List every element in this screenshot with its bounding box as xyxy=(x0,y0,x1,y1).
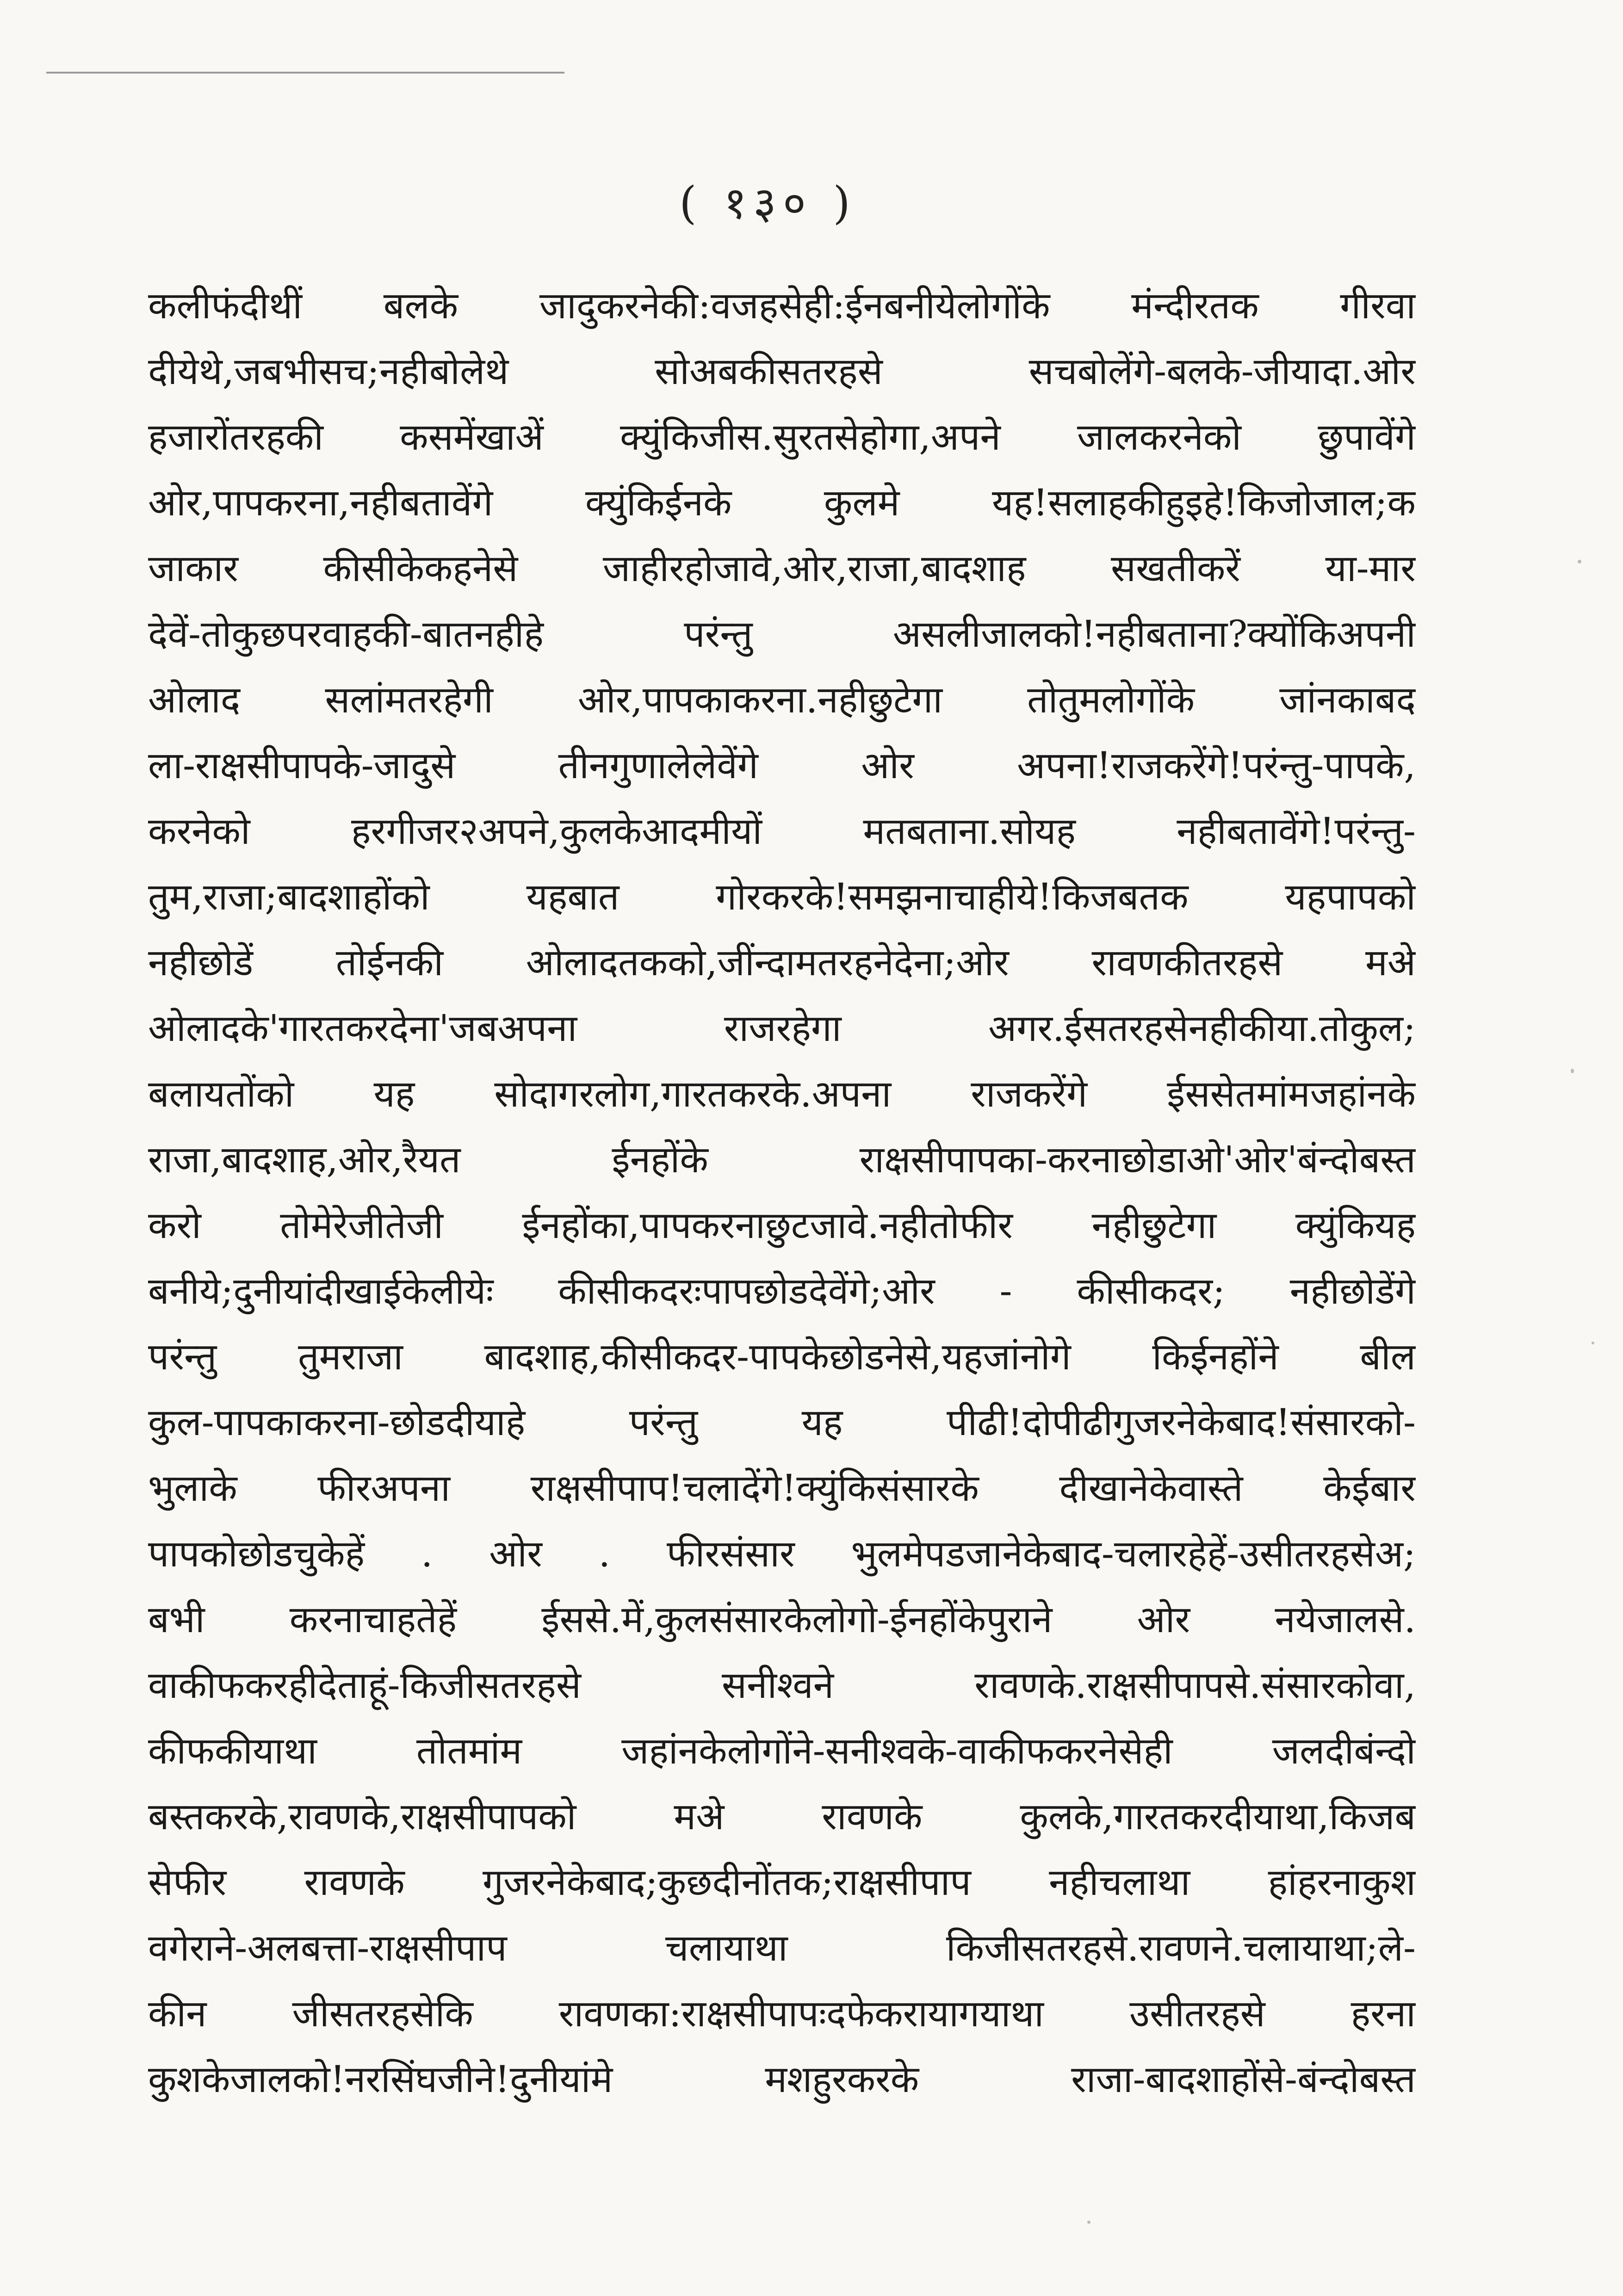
text-line: करो तोमेरेजीतेजी ईनहोंका,पापकरनाछुटजावे.नहीतोफीर नहीछुटेगा क्युंकियह xyxy=(148,1204,1416,1247)
text-line: सेफीर रावणके गुजरनेकेबाद;कुछदीनोंतक;राक्षसीपाप नहीचलाथा हांहरनाकुश xyxy=(148,1861,1416,1904)
body-text xyxy=(148,273,1416,2112)
text-line: कीन जीसतरहसेकि रावणका:राक्षसीपापःदफेकरायागयाथा उसीतरहसे हरना xyxy=(148,1992,1416,2035)
scan-speck xyxy=(1578,560,1581,563)
text-line: राजा,बादशाह,ओर,रैयत ईनहोंके राक्षसीपापका-करनाछोडाओ'ओर'बंन्दोबस्त xyxy=(148,1138,1416,1181)
text-line: ओलाद सलांमतरहेगी ओर,पापकाकरना.नहीछुटेगा तोतुमलोगोंके जांनकाबद xyxy=(148,678,1416,721)
top-rule xyxy=(46,72,564,74)
scan-speck xyxy=(1592,1342,1594,1344)
text-line: करनेको हरगीजर२अपने,कुलकेआदमीयों मतबताना.सोयह नहीबतावेंगे!परंन्तु- xyxy=(148,810,1416,853)
text-line: भुलाके फीरअपना राक्षसीपाप!चलादेंगे!क्युंकिसंसारके दीखानेकेवास्ते केईबार xyxy=(148,1467,1416,1510)
text-line: बस्तकरके,रावणके,राक्षसीपापको मअे रावणके कुलके,गारतकरदीयाथा,किजब xyxy=(148,1795,1416,1838)
text-line: हजारोंतरहकी कसमेंखाअें क्युंकिजीस.सुरतसेहोगा,अपने जालकरनेको छुपावेंगे xyxy=(148,415,1416,458)
text-line: कुशकेजालको!नरसिंघजीने!दुनीयांमे मशहुरकरके राजा-बादशाहोंसे-बंन्दोबस्त xyxy=(148,2058,1416,2101)
page-number: ( १३० ) xyxy=(679,177,857,229)
text-line: ला-राक्षसीपापके-जादुसे तीनगुणालेलेवेंगे ओर अपना!राजकरेंगे!परंन्तु-पापके, xyxy=(148,744,1416,787)
text-line: ओलादके'गारतकरदेना'जबअपना राजरहेगा अगर.ईसतरहसेनहीकीया.तोकुल; xyxy=(148,1007,1416,1050)
text-line: कुल-पापकाकरना-छोडदीयाहे परंन्तु यह पीढी!दोपीढीगुजरनेकेबाद!संसारको- xyxy=(148,1401,1416,1444)
text-line: बनीये;दुनीयांदीखाईकेलीयेः कीसीकदरःपापछोडदेवेंगे;ओर - कीसीकदर; नहीछोडेंगे xyxy=(148,1269,1416,1312)
text-line: परंन्तु तुमराजा बादशाह,कीसीकदर-पापकेछोडनेसे,यहजांनोगे किईनहोंने बील xyxy=(148,1335,1416,1378)
scan-speck xyxy=(1087,2221,1090,2224)
text-line: वाकीफकरहीदेताहूं-किजीसतरहसे सनीश्वने रावणके.राक्षसीपापसे.संसारकोवा, xyxy=(148,1664,1416,1707)
text-line: दीयेथे,जबभीसच;नहीबोलेथे सोअबकीसतरहसे सचबोलेंगे-बलके-जीयादा.ओर xyxy=(148,350,1416,393)
text-line: नहीछोडें तोईनकी ओलादतकको,जींन्दामतरहनेदेना;ओर रावणकीतरहसे मअे xyxy=(148,941,1416,984)
text-line: कीफकीयाथा तोतमांम जहांनकेलोगोंने-सनीश्वके-वाकीफकरनेसेही जलदीबंन्दो xyxy=(148,1729,1416,1772)
text-line: बलायतोंको यह सोदागरलोग,गारतकरके.अपना राजकरेंगे ईससेतमांमजहांनके xyxy=(148,1072,1416,1115)
text-line: बभी करनाचाहतेहें ईससे.में,कुलसंसारकेलोगो-ईनहोंकेपुराने ओर नयेजालसे. xyxy=(148,1598,1416,1641)
text-line: वगेराने-अलबत्ता-राक्षसीपाप चलायाथा किजीसतरहसे.रावणने.चलायाथा;ले- xyxy=(148,1926,1416,1969)
text-line: जाकार कीसीकेकहनेसे जाहीरहोजावे,ओर,राजा,बादशाह सखतीकरें या-मार xyxy=(148,547,1416,590)
text-line: पापकोछोडचुकेहें . ओर . फीरसंसार भुलमेपडजानेकेबाद-चलारहेहें-उसीतरहसेअ; xyxy=(148,1532,1416,1575)
scan-speck xyxy=(1571,1069,1574,1073)
text-line: तुम,राजा;बादशाहोंको यहबात गोरकरके!समझनाचाहीये!किजबतक यहपापको xyxy=(148,875,1416,918)
text-line: कलीफंदीथीं बलके जादुकरनेकी:वजहसेही:ईनबनीयेलोगोंके मंन्दीरतक गीरवा xyxy=(148,284,1416,327)
text-line: ओर,पापकरना,नहीबतावेंगे क्युंकिईनके कुलमे यह!सलाहकीहुइहे!किजोजाल;क xyxy=(148,481,1416,524)
text-line: देवें-तोकुछपरवाहकी-बातनहीहे परंन्तु असलीजालको!नहीबताना?क्योंकिअपनी xyxy=(148,613,1416,656)
